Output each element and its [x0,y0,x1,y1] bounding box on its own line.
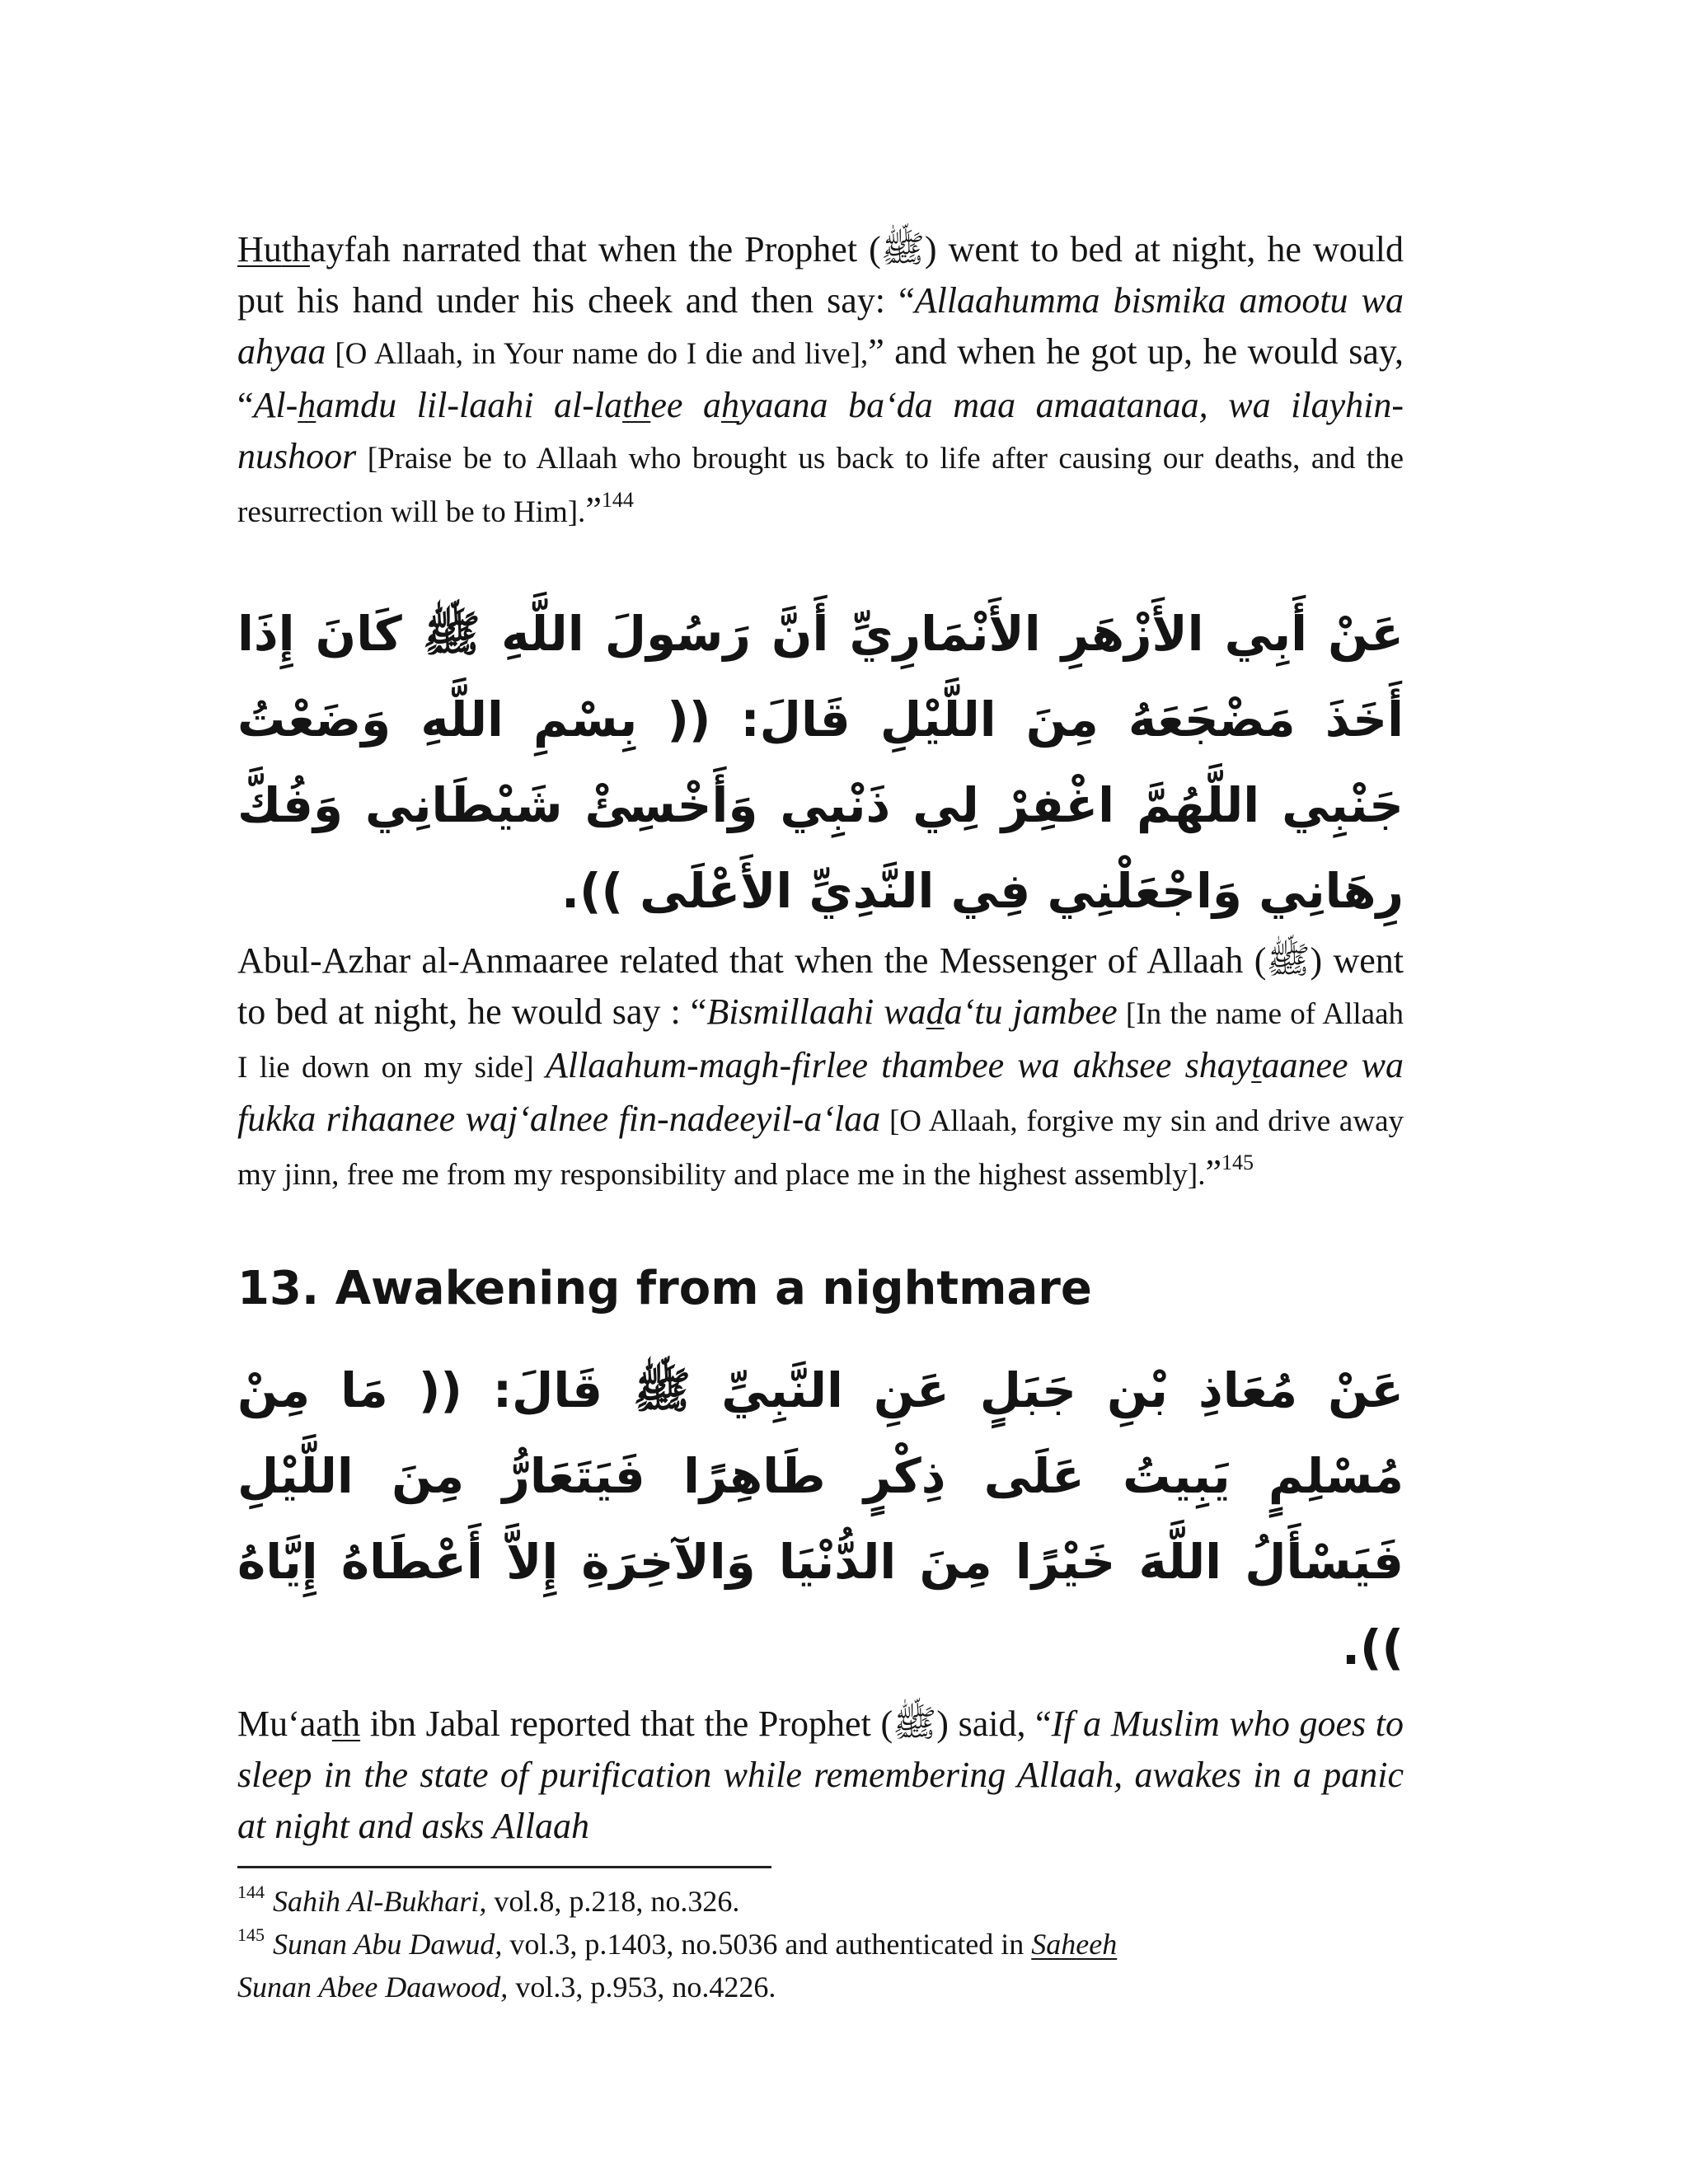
hadith-huthayfah-paragraph [237,224,1404,538]
transliteration: ee a [650,385,721,425]
translation: [In the name of Allaah I lie down on my side] [237,997,1404,1085]
footnote-ref-144[interactable]: 144 [601,488,634,512]
transliteration: Bismillaahi wa [706,991,926,1032]
transliteration: d [926,991,945,1032]
page-body [237,224,1404,1852]
quote-italic: If a Muslim who goes to sleep in the state of purification while remembering Allaah, awakes in a panic at night and asks Allaah [237,1704,1404,1846]
section-heading: 13. Awakening from a nightmare [237,1262,1092,1315]
transliteration: Al- [253,385,298,425]
text-span: Mu‘aa [237,1704,332,1744]
source-title: Sahih Al-Bukhari, [273,1885,487,1918]
transliteration: h [298,385,316,425]
footnote-ref-145[interactable]: 145 [1221,1151,1254,1174]
arabic-hadith-abul-azhar: عَنْ أَبِي الأَزْهَرِ الأَنْمَارِيِّ أَنَّ رَسُولَ اللَّهِ ﷺ كَانَ إِذَا أَخَذَ مَضْجَعَهُ مِنَ اللَّيْلِ قَالَ: (( بِسْمِ اللَّهِ وَضَعْتُ جَنْبِي اللَّهُمَّ اغْفِرْ لِي ذَنْبِي وَأَخْسِئْ شَيْطَانِي وَفُكَّ رِهَانِي وَاجْعَلْنِي فِي النَّدِيِّ الأَعْلَى )). [237,606,1404,919]
source-title: Sunan Abu Dawud, [273,1928,503,1961]
hadith-abul-azhar-paragraph [237,935,1404,1201]
footnote-number: 144 [237,1882,265,1902]
footnote-144 [237,1880,1404,1923]
translation: [O Allaah, in Your name do I die and live], [326,337,869,371]
source-ref: vol.8, p.218, no.326. [486,1885,740,1918]
text-span: ” [1205,1152,1222,1193]
text-span: ” [585,490,602,530]
translation: [O Allaah, forgive my sin and drive away my jinn, free me from my responsibility and place me in the highest assembly]. [237,1104,1404,1192]
text-span: ibn Jabal reported that the Prophet (ﷺ) said, “ [360,1704,1052,1744]
transliteration: a‘tu jambee [944,991,1118,1032]
transliteration: Allaahumma bismika amootu wa ahyaa [237,280,1404,372]
footnote-145 [237,1923,1404,2008]
footnote-number: 145 [237,1924,265,1945]
text-span: Hu [237,229,282,269]
footnote-divider [237,1866,771,1868]
transliteration: yaana ba‘da maa amaatanaa, wa ilayhin-nushoor [237,385,1404,476]
source-title: Sunan Abee Daawood, [237,1971,509,2004]
source-title: Sa [1031,1928,1062,1961]
text-span: ” and when he got up, he would say, “ [237,331,1404,425]
transliteration: th [622,385,651,425]
transliteration: h [720,385,739,425]
text-span: Abul-Azhar al-Anmaaree related that when the Messenger of Allaah (ﷺ) went to bed at night, he would say : “ [237,940,1404,1032]
source-title: eeh [1076,1928,1118,1961]
transliteration: t [1251,1045,1262,1085]
source-ref: vol.3, p.953, no.4226. [508,1971,776,2004]
text-span: th [281,229,311,269]
source-title: h [1061,1928,1076,1961]
source-ref: vol.3, p.1403, no.5036 and authenticated in [502,1928,1032,1961]
hadith-muaath-paragraph [237,1699,1404,1852]
text-span: th [331,1704,361,1744]
arabic-hadith-muaath: عَنْ مُعَاذِ بْنِ جَبَلٍ عَنِ النَّبِيِّ ﷺ قَالَ: (( مَا مِنْ مُسْلِمٍ يَبِيتُ عَلَى ذِكْرٍ طَاهِرًا فَيَتَعَارُّ مِنَ اللَّيْلِ فَيَسْأَلُ اللَّهَ خَيْرًا مِنَ الدُّنْيَا وَالآخِرَةِ إِلاَّ أَعْطَاهُ إِيَّاهُ )). [237,1362,1404,1675]
text-span: ayfah narrated that when the Prophet (ﷺ) went to bed at night, he would put his hand under his cheek and then say: “ [237,229,1404,321]
transliteration: aanee wa fukka rihaanee waj‘alnee fin-nadeeyil-a‘laa [237,1045,1404,1139]
footnotes-section [237,1866,1404,2008]
transliteration: Allaahum-magh-firlee thambee wa akhsee shay [545,1045,1252,1085]
translation: [Praise be to Allaah who brought us back to life after causing our deaths, and the resurrection will be to Him]. [237,442,1404,529]
transliteration: amdu lil-laahi al-la [316,385,623,425]
